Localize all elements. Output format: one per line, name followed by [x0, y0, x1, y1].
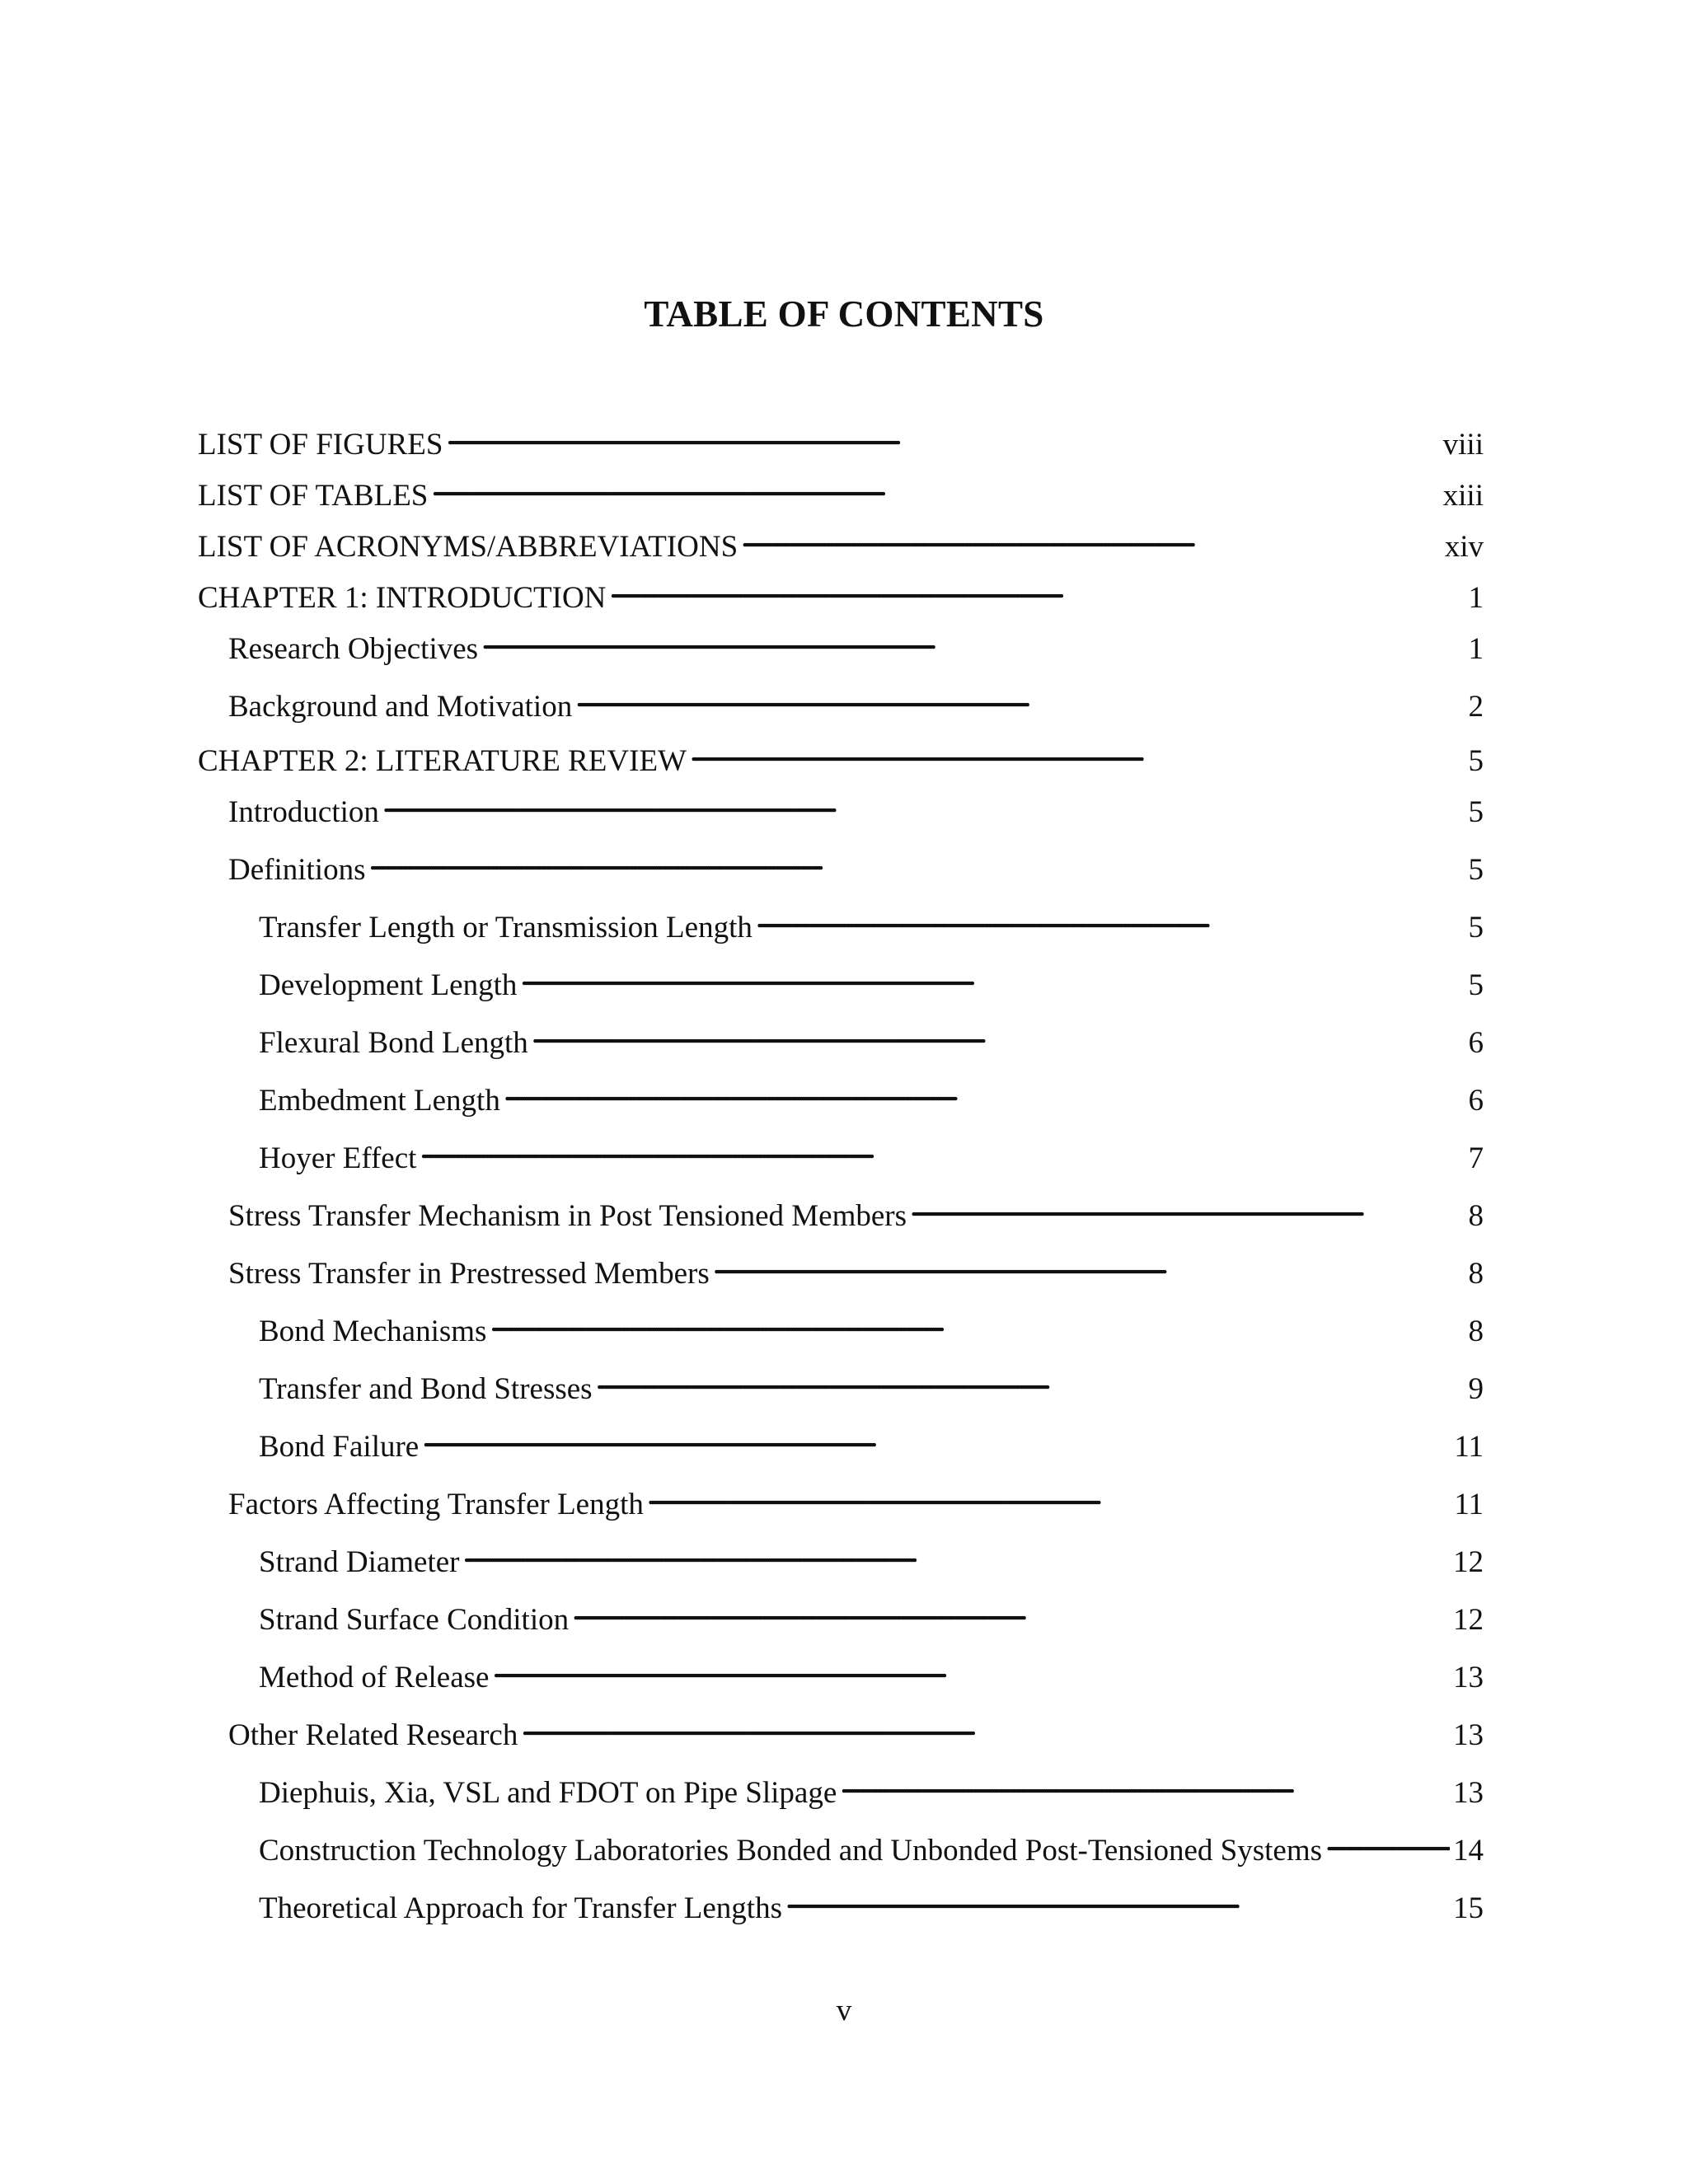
toc-entry[interactable] [198, 1015, 1484, 1060]
toc-entry[interactable] [198, 621, 1484, 666]
toc-entry-page: xiii [1442, 479, 1484, 513]
toc-entry-page: 1 [1468, 581, 1484, 615]
toc-entry-page: 5 [1468, 911, 1484, 944]
toc-dot-leader [382, 784, 1465, 822]
toc-dot-leader [504, 1072, 1465, 1110]
toc-entry-label: CHAPTER 2: LITERATURE REVIEW [198, 744, 687, 778]
toc-entry-page: xiv [1444, 530, 1484, 564]
toc-dot-leader [756, 899, 1465, 937]
toc-entry[interactable] [198, 1822, 1484, 1868]
toc-dot-leader [572, 1591, 1450, 1629]
toc-dot-leader [520, 957, 1465, 995]
toc-dot-leader [785, 1880, 1450, 1918]
toc-entry-label: Background and Motivation [228, 690, 573, 724]
toc-entry[interactable] [198, 467, 1484, 513]
toc-dot-leader [1325, 1822, 1450, 1860]
toc-entry-label: Definitions [228, 853, 366, 887]
toc-entry-page: 5 [1468, 968, 1484, 1002]
toc-dot-leader [420, 1130, 1465, 1168]
toc-entry-page: 8 [1468, 1199, 1484, 1233]
toc-entry-label: Stress Transfer in Prestressed Members [228, 1257, 710, 1291]
toc-dot-leader [422, 1418, 1451, 1456]
toc-dot-leader [741, 518, 1442, 556]
toc-entry-label: Transfer Length or Transmission Length [259, 911, 753, 944]
toc-entry[interactable] [198, 1707, 1484, 1752]
toc-entry-page: 2 [1468, 690, 1484, 724]
toc-entry[interactable] [198, 1303, 1484, 1348]
toc-entry-page: 6 [1468, 1026, 1484, 1060]
toc-entry[interactable] [198, 1534, 1484, 1579]
toc-entry-page: viii [1442, 428, 1484, 462]
toc-entry-page: 13 [1453, 1718, 1484, 1752]
toc-entry-page: 11 [1454, 1488, 1484, 1521]
toc-entry-label: LIST OF FIGURES [198, 428, 443, 462]
toc-dot-leader [840, 1765, 1450, 1802]
toc-dot-leader [910, 1188, 1465, 1226]
toc-entry-label: Factors Affecting Transfer Length [228, 1488, 644, 1521]
toc-entry-page: 9 [1468, 1372, 1484, 1406]
toc-entry-label: Other Related Research [228, 1718, 518, 1752]
toc-entry-label: Bond Failure [259, 1430, 420, 1464]
toc-dot-leader [490, 1303, 1465, 1341]
toc-dot-leader [492, 1649, 1450, 1687]
toc-entry-page: 5 [1468, 853, 1484, 887]
toc-entry[interactable] [198, 518, 1484, 564]
page-title: TABLE OF CONTENTS [644, 293, 1044, 335]
page-number: v [836, 1994, 852, 2027]
toc-entry[interactable] [198, 678, 1484, 724]
toc-entry[interactable] [198, 1476, 1484, 1521]
toc-entry[interactable] [198, 1072, 1484, 1118]
toc-entry-page: 13 [1453, 1776, 1484, 1810]
toc-entry-label: Embedment Length [259, 1084, 500, 1118]
toc-entry-page: 11 [1454, 1430, 1484, 1464]
toc-dot-leader [532, 1015, 1465, 1052]
toc-entry[interactable] [198, 784, 1484, 829]
toc-entry[interactable] [198, 1245, 1484, 1291]
toc-entry-label: Theoretical Approach for Transfer Lengths [259, 1891, 782, 1925]
toc-entry-label: Development Length [259, 968, 518, 1002]
toc-dot-leader [446, 416, 1439, 454]
toc-entry[interactable] [198, 569, 1484, 615]
toc-entry-page: 8 [1468, 1315, 1484, 1348]
toc-entry-label: CHAPTER 1: INTRODUCTION [198, 581, 607, 615]
toc-entry-label: Flexural Bond Length [259, 1026, 528, 1060]
toc-entry-label: Construction Technology Laboratories Bonded and Unbonded Post-Tensioned Systems [259, 1834, 1322, 1868]
toc-entry-page: 15 [1453, 1891, 1484, 1925]
toc-entry[interactable] [198, 1649, 1484, 1694]
toc-entry[interactable] [198, 841, 1484, 887]
toc-entry[interactable] [198, 1418, 1484, 1464]
toc-entry-label: Introduction [228, 795, 379, 829]
toc-entry[interactable] [198, 733, 1484, 778]
toc-entry-page: 7 [1468, 1141, 1484, 1175]
toc-entry-label: Strand Diameter [259, 1545, 460, 1579]
toc-entry[interactable] [198, 1591, 1484, 1637]
toc-entry-label: Research Objectives [228, 632, 479, 666]
toc-dot-leader [575, 678, 1465, 716]
toc-entry-page: 12 [1453, 1603, 1484, 1637]
toc-entry[interactable] [198, 1188, 1484, 1233]
toc-entry-label: Stress Transfer Mechanism in Post Tensioned Members [228, 1199, 907, 1233]
toc-entry-label: Hoyer Effect [259, 1141, 417, 1175]
toc-dot-leader [609, 569, 1465, 607]
toc-entry[interactable] [198, 957, 1484, 1002]
toc-entry-label: Method of Release [259, 1661, 490, 1694]
toc-entry-page: 8 [1468, 1257, 1484, 1291]
toc-entry[interactable] [198, 1130, 1484, 1175]
toc-dot-leader [368, 841, 1465, 879]
toc-entry-page: 5 [1468, 744, 1484, 778]
toc-entry-page: 13 [1453, 1661, 1484, 1694]
toc-entry-label: Strand Surface Condition [259, 1603, 570, 1637]
toc-dot-leader [463, 1534, 1451, 1572]
toc-entry[interactable] [198, 899, 1484, 944]
toc-entry-page: 1 [1468, 632, 1484, 666]
toc-entry-page: 5 [1468, 795, 1484, 829]
toc-dot-leader [713, 1245, 1465, 1283]
toc-entry[interactable] [198, 1361, 1484, 1406]
toc-entry[interactable] [198, 1880, 1484, 1925]
toc-entry-label: Bond Mechanisms [259, 1315, 487, 1348]
toc-entry[interactable] [198, 416, 1484, 462]
toc-dot-leader [481, 621, 1465, 658]
toc-dot-leader [690, 733, 1465, 771]
toc-entry-label: LIST OF TABLES [198, 479, 429, 513]
toc-entry-page: 12 [1453, 1545, 1484, 1579]
toc-entry[interactable] [198, 1765, 1484, 1810]
toc-entry-label: LIST OF ACRONYMS/ABBREVIATIONS [198, 530, 738, 564]
toc-entry-page: 14 [1453, 1834, 1484, 1868]
toc-entry-page: 6 [1468, 1084, 1484, 1118]
toc-entry-label: Diephuis, Xia, VSL and FDOT on Pipe Slipage [259, 1776, 837, 1810]
toc-dot-leader [431, 467, 1439, 505]
toc-dot-leader [521, 1707, 1450, 1745]
toc-dot-leader [647, 1476, 1451, 1514]
toc-dot-leader [596, 1361, 1465, 1399]
toc-entry-label: Transfer and Bond Stresses [259, 1372, 593, 1406]
